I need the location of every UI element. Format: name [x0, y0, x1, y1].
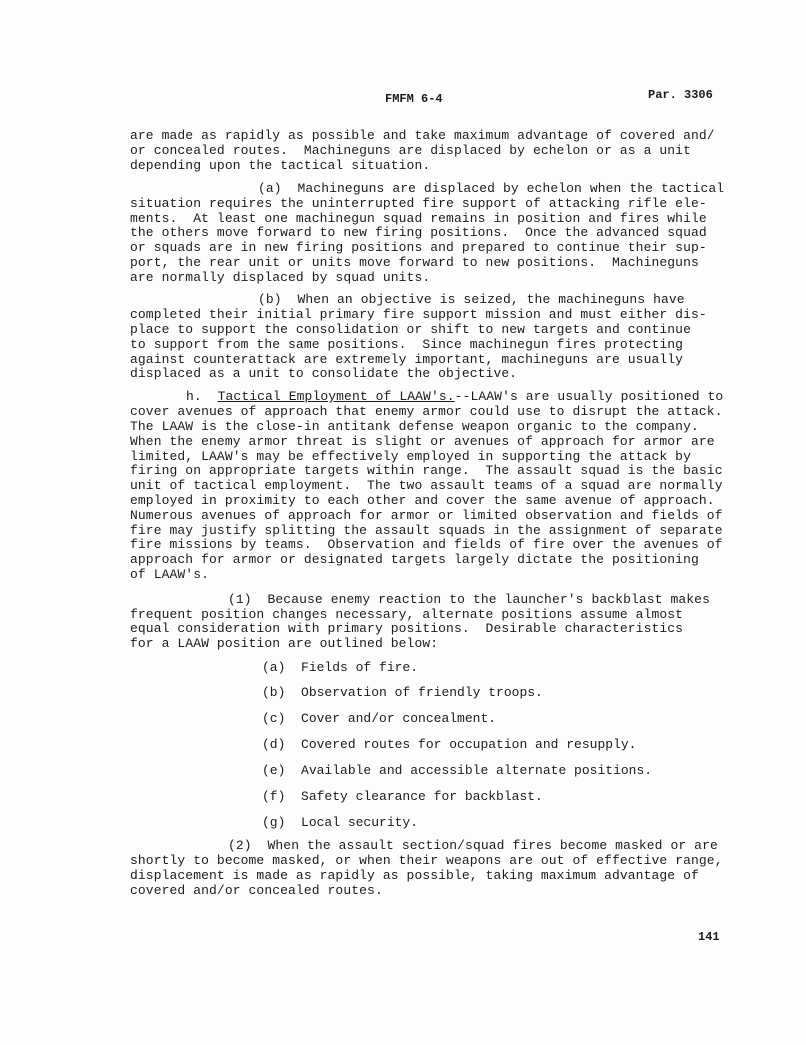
text-line: (b) When an objective is seized, the machineguns have — [258, 292, 685, 307]
text-line: unit of tactical employment. The two assault teams of a squad are normally — [130, 478, 723, 493]
manual-designation: FMFM 6-4 — [385, 92, 443, 106]
list-item-label: (c) — [262, 711, 286, 726]
list-item — [262, 763, 652, 778]
list-item-text: Local security. — [301, 815, 419, 830]
text-line: When the enemy armor threat is slight or avenues of approach for armor are — [130, 434, 715, 449]
list-item — [262, 685, 543, 700]
text-line: fire missions by teams. Observation and fields of fire over the avenues of — [130, 537, 723, 552]
list-item-label: (d) — [262, 737, 286, 752]
text-line: or concealed routes. Machineguns are displaced by echelon or as a unit — [130, 143, 691, 158]
text-line — [186, 389, 723, 404]
text-line: frequent position changes necessary, alternate positions assume almost — [130, 607, 684, 622]
text-line: approach for armor or designated targets largely dictate the positioning — [130, 552, 699, 567]
list-item — [262, 711, 496, 726]
text-line: are normally displaced by squad units. — [130, 270, 431, 285]
list-item-text: Available and accessible alternate positions. — [301, 763, 653, 778]
text-line: displaced as a unit to consolidate the objective. — [130, 366, 518, 381]
text-line: situation requires the uninterrupted fire support of attacking rifle ele- — [130, 196, 707, 211]
text-line: are made as rapidly as possible and take maximum advantage of covered and/ — [130, 128, 715, 143]
text-line: ments. At least one machinegun squad remains in position and fires while — [130, 211, 707, 226]
text-line: (a) Machineguns are displaced by echelon when the tactical — [258, 181, 725, 196]
text-line: depending upon the tactical situation. — [130, 158, 431, 173]
list-item — [262, 789, 543, 804]
text-line: against counterattack are extremely important, machineguns are usually — [130, 352, 684, 367]
text-line: displacement is made as rapidly as possible, taking maximum advantage of — [130, 868, 699, 883]
paragraph-lead: --LAAW's are usually positioned to — [454, 389, 724, 404]
list-item-label: (f) — [262, 789, 286, 804]
text-line: limited, LAAW's may be effectively employed in supporting the attack by — [130, 449, 691, 464]
text-line: port, the rear unit or units move forward to new positions. Machineguns — [130, 255, 699, 270]
text-line: (1) Because enemy reaction to the launcher's backblast makes — [228, 592, 710, 607]
text-line: firing on appropriate targets within range. The assault squad is the basic — [130, 463, 723, 478]
text-line: employed in proximity to each other and cover the same avenue of approach. — [130, 493, 715, 508]
list-item-text: Covered routes for occupation and resupply. — [301, 737, 637, 752]
list-item — [262, 737, 636, 752]
text-line: fire may justify splitting the assault squads in the assignment of separate — [130, 523, 723, 538]
page-number: 141 — [698, 930, 720, 944]
list-item-text: Safety clearance for backblast. — [301, 789, 543, 804]
text-line: place to support the consolidation or shift to new targets and continue — [130, 322, 691, 337]
list-item-label: (b) — [262, 685, 286, 700]
paragraph-title: Tactical Employment of LAAW's. — [217, 389, 455, 404]
paragraph-reference: Par. 3306 — [648, 88, 713, 102]
list-item-text: Observation of friendly troops. — [301, 685, 543, 700]
text-line: covered and/or concealed routes. — [130, 883, 383, 898]
text-line: for a LAAW position are outlined below: — [130, 636, 439, 651]
list-item-label: (g) — [262, 815, 286, 830]
text-line: cover avenues of approach that enemy armor could use to disrupt the attack. — [130, 404, 723, 419]
list-item — [262, 815, 418, 830]
paragraph-label: h. — [186, 389, 202, 404]
text-line: (2) When the assault section/squad fires become masked or are — [228, 838, 718, 853]
list-item-text: Fields of fire. — [301, 660, 419, 675]
text-line: the others move forward to new firing positions. Once the advanced squad — [130, 225, 707, 240]
list-item-text: Cover and/or concealment. — [301, 711, 497, 726]
list-item — [262, 660, 418, 675]
text-line: completed their initial primary fire support mission and must either dis- — [130, 307, 707, 322]
text-line: Numerous avenues of approach for armor or limited observation and fields of — [130, 508, 723, 523]
text-line: The LAAW is the close-in antitank defense weapon organic to the company. — [130, 419, 699, 434]
text-line: to support from the same positions. Since machinegun fires protecting — [130, 337, 684, 352]
list-item-label: (e) — [262, 763, 286, 778]
text-line: equal consideration with primary positions. Desirable characteristics — [130, 621, 684, 636]
text-line: or squads are in new firing positions and prepared to continue their sup- — [130, 240, 707, 255]
list-item-label: (a) — [262, 660, 286, 675]
text-line: shortly to become masked, or when their weapons are out of effective range, — [130, 853, 723, 868]
text-line: of LAAW's. — [130, 567, 210, 582]
